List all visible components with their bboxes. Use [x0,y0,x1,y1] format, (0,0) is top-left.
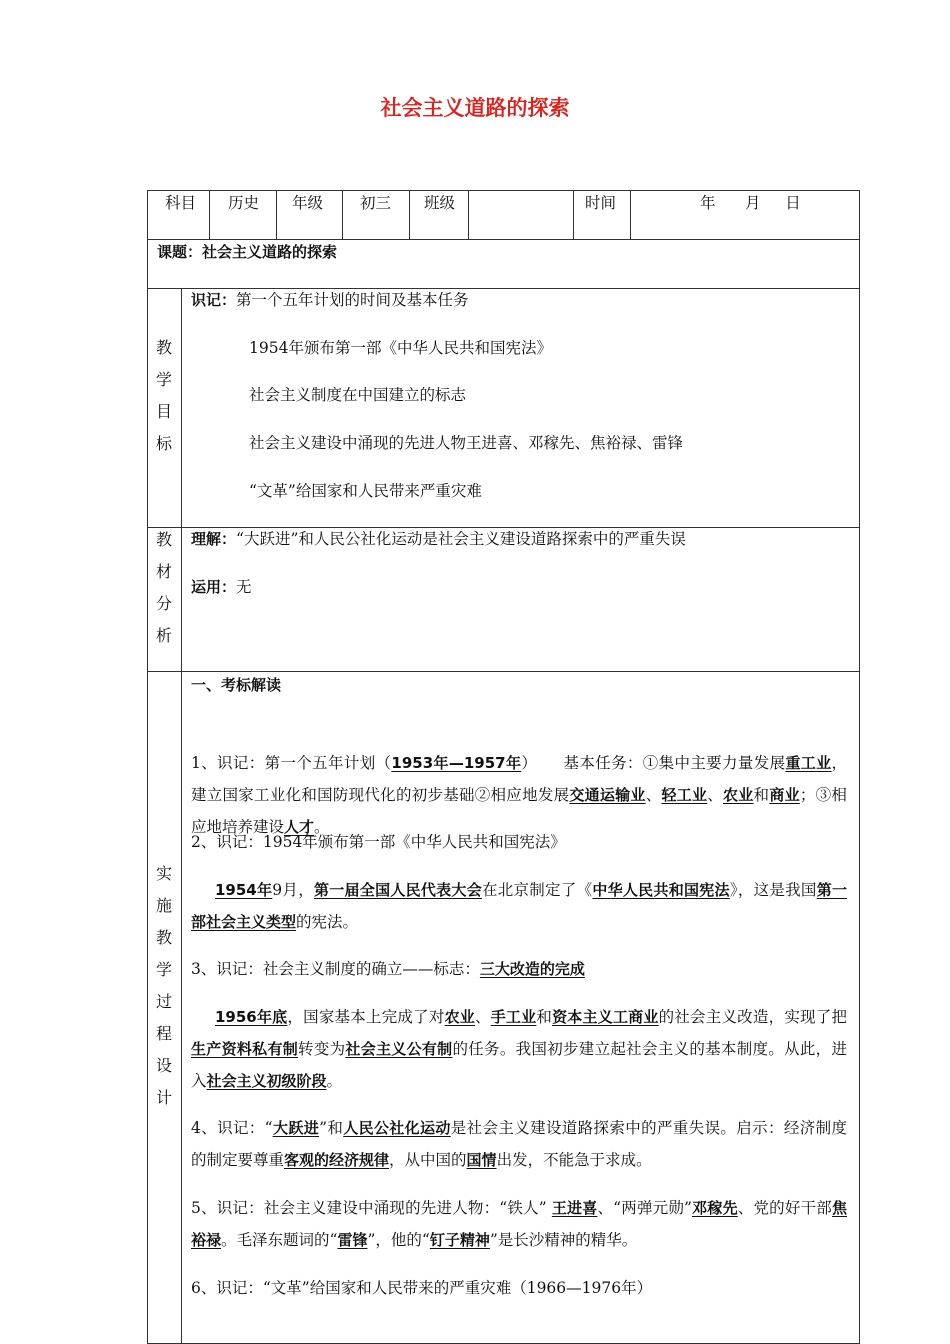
document-title: 社会主义道路的探索 [380,96,570,120]
goal-item: 社会主义建设中涌现的先进人物王进喜、邓稼先、焦裕禄、雷锋 [249,434,684,452]
understand-line: 理解：“大跃进”和人民公社化运动是社会主义建设道路探索中的严重失误 [191,530,686,548]
goals-first-line: 识记：第一个五年计划的时间及基本任务 [191,291,469,309]
goal-item: 1954年颁布第一部《中华人民共和国宪法》 [249,339,552,357]
class-label: 班级 [424,194,456,212]
section-heading: 一、考标解读 [191,676,282,694]
time-label: 时间 [585,194,617,212]
subject-value: 历史 [228,194,260,212]
paragraph-7: 5、识记：社会主义建设中涌现的先进人物：“铁人” 王进喜、“两弹元勋”邓稼先、党的好干部焦裕禄。毛泽东题词的“雷锋”，他的“钉子精神”是长沙精神的精华。 [191,1199,847,1249]
subject-label: 科目 [165,194,197,212]
paragraph-5: 1956年底，国家基本上完成了对农业、手工业和资本主义工商业的社会主义改造，实现了把生产资料私有制转变为社会主义公有制的任务。我国初步建立起社会主义的基本制度。从此，进入社会主义初级阶段。 [191,1008,847,1090]
analysis-side-label: 教 材 分 析 [155,530,172,645]
paragraph-2: 2、识记：1954年颁布第一部《中华人民共和国宪法》 [191,833,566,851]
goals-side-label: 教 学 目 标 [155,338,172,453]
goal-item: 社会主义制度在中国建立的标志 [249,386,467,404]
paragraph-3: 1954年9月，第一届全国人民代表大会在北京制定了《中华人民共和国宪法》，这是我国第一部社会主义类型的宪法。 [191,881,847,931]
grade-label: 年级 [292,194,324,212]
lesson-topic: 课题：社会主义道路的探索 [157,243,338,261]
paragraph-8: 6、识记：“文革”给国家和人民带来的严重灾难（1966—1976年） [191,1279,653,1297]
paragraph-4: 3、识记：社会主义制度的确立——标志：三大改造的完成 [191,960,585,978]
date-field: 年 月 日 [700,194,801,212]
apply-line: 运用：无 [191,578,252,596]
paragraph-1: 1、识记：第一个五年计划（1953年—1957年） 基本任务：①集中主要力量发展重工业，建立国家工业化和国防现代化的初步基础②相应地发展交通运输业、轻工业、农业和商业；③相应地培养建设人才。 [191,754,848,836]
grade-value: 初三 [360,194,392,212]
process-side-label: 实 施 教 学 过 程 设 计 [155,864,172,1107]
goal-item: “文革”给国家和人民带来严重灾难 [249,482,482,500]
paragraph-6: 4、识记：“大跃进”和人民公社化运动是社会主义建设道路探索中的严重失误。启示：经济制度的制定要尊重客观的经济规律，从中国的国情出发，不能急于求成。 [191,1119,847,1169]
